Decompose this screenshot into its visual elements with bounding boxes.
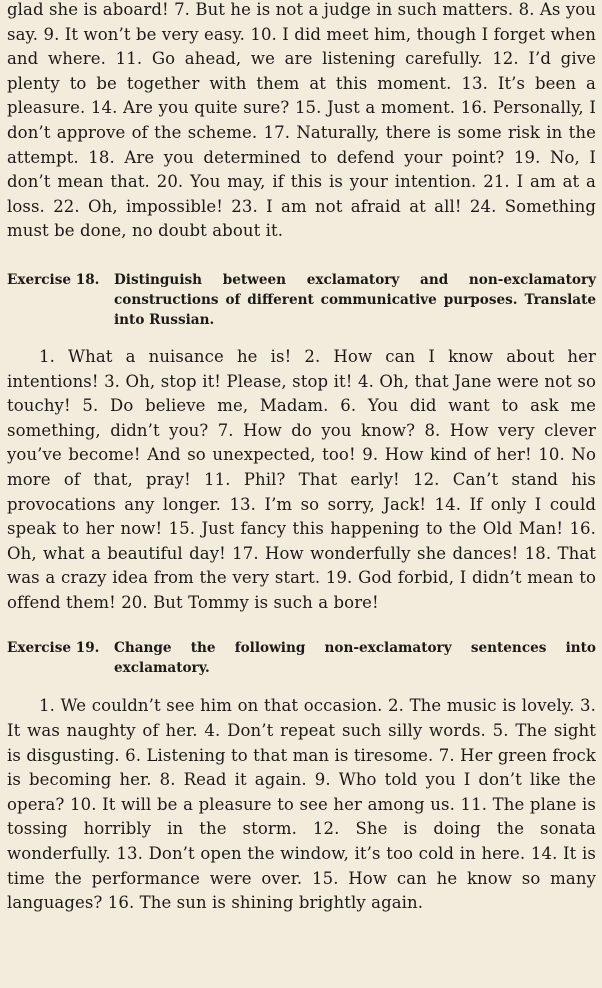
- exercise-18-heading: [7, 270, 596, 330]
- exercise-19-instruction: Change the following non-exclamatory sentences into exclamatory.: [114, 640, 596, 677]
- exercise-18-label: Exercise 18.: [7, 271, 100, 288]
- exercise-19-heading: [7, 638, 596, 678]
- exercise-18-instruction: Distinguish between exclamatory and non-exclamatory constructions of different communicative purposes. Translate into Russian.: [114, 271, 596, 328]
- exercise-19-label: Exercise 19.: [7, 640, 100, 657]
- exercise-18-text: 1. What a nuisance he is! 2. How can I know about her intentions! 3. Oh, stop it! Please, stop it! 4. Oh, that Jane were not so touchy! 5. Do believe me, Madam. 6. You did want to ask me something, didn’t you? 7. How do you know? 8. How very clever you’ve become! And so unexpected, too! 9. How kind of her! 10. No more of that, pray! 11. Phil? That early! 12. Can’t stand his provocations any longer. 13. I’m so sorry, Jack! 14. If only I could speak to her now! 15. Just fancy this happening to the Old Man! 16. Oh, what a beautiful day! 17. How wonderfully she dances! 18. That was a crazy idea from the very start. 19. God forbid, I didn’t mean to offend them! 20. But Tommy is such a bore!: [7, 346, 596, 612]
- continuation-paragraph: glad she is aboard! 7. But he is not a judge in such matters. 8. As you say. 9. It won’t be very easy. 10. I did meet him, though I forget when and where. 11. Go ahead, we are listening carefully. 12. I’d give plenty to be together with them at this moment. 13. It’s been a pleasure. 14. Are you quite sure? 15. Just a moment. 16. Personally, I don’t approve of the scheme. 17. Naturally, there is some risk in the attempt. 18. Are you determined to defend your point? 19. No, I don’t mean that. 20. You may, if this is your intention. 21. I am at a loss. 22. Oh, impossible! 23. I am not afraid at all! 24. Something must be done, no doubt about it.: [7, 0, 597, 241]
- exercise-19-text: 1. We couldn’t see him on that occasion. 2. The music is lovely. 3. It was naughty of her. 4. Don’t repeat such silly words. 5. The sight is disgusting. 6. Listening to that man is tiresome. 7. Her green frock is becoming her. 8. Read it again. 9. Who told you I don’t like the opera? 10. It will be a pleasure to see her among us. 11. The plane is tossing horribly in the storm. 12. She is doing the sonata wonderfully. 13. Don’t open the window, it’s too cold in here. 14. It is time the performance were over. 15. How can he know so many languages? 16. The sun is shining brightly again.: [7, 696, 596, 913]
